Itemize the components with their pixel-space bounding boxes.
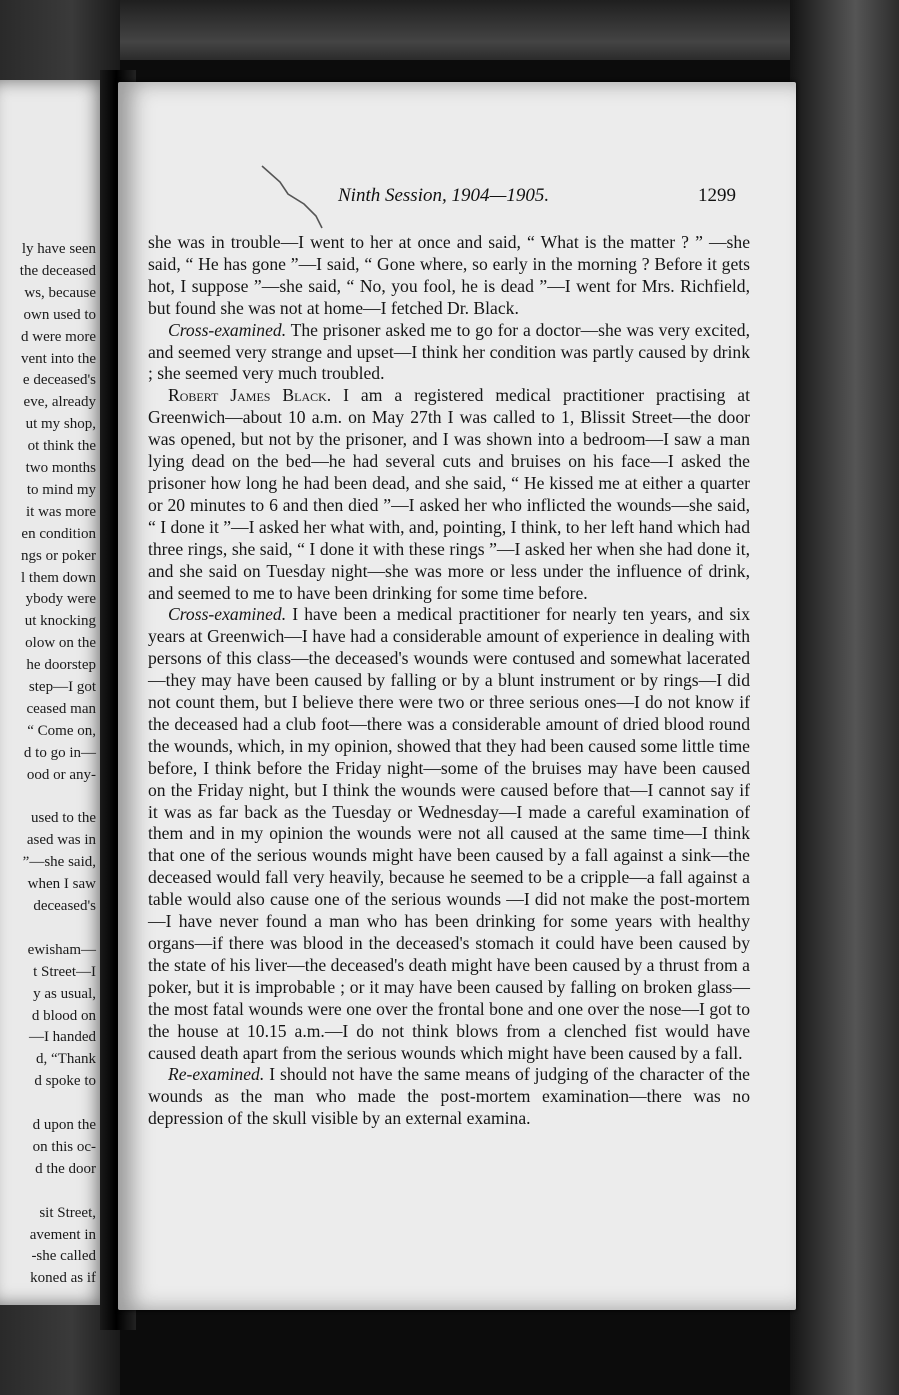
scan-background-right (790, 0, 899, 1395)
facing-page-line: olow on the (25, 635, 96, 652)
body-text (148, 232, 750, 1130)
facing-page-line: d blood on (31, 1007, 96, 1024)
facing-page-line: en condition (21, 525, 96, 542)
facing-page-line: on this oc- (32, 1138, 96, 1155)
facing-page-line: l them down (21, 569, 96, 586)
facing-page-line: ot think the (27, 438, 96, 455)
facing-page-line: —I handed (28, 1029, 96, 1046)
facing-page-line: t Street—I (33, 963, 96, 980)
facing-page-line: used to the (31, 810, 96, 827)
facing-page-line: vent into the (21, 350, 96, 367)
facing-page-line: -she called (31, 1248, 96, 1265)
facing-page-line: d, “Thank (36, 1051, 96, 1068)
facing-page-line: e deceased's (22, 372, 96, 389)
running-head: Ninth Session, 1904—1905. (338, 185, 550, 206)
facing-page-line: ewisham— (27, 941, 96, 958)
page-header (118, 185, 796, 211)
paragraph-re-examined: Re-examined. I should not have the same means of judging of the character of the wounds as the man who made the post-mortem examination—there was no depression of the skull visible by an external examina. (148, 1064, 750, 1129)
facing-page-line: he doorstep (26, 657, 96, 674)
facing-page-line: ceased man (26, 700, 96, 717)
facing-page-line: d the door (35, 1160, 96, 1177)
facing-page-line: ut knocking (24, 613, 96, 630)
facing-page-line: two months (25, 460, 96, 476)
lead-in-label: Cross-examined. (168, 604, 287, 625)
facing-page-line: eve, already (23, 394, 96, 411)
facing-page-line: koned as if (30, 1270, 96, 1287)
facing-page-line: deceased's (33, 898, 96, 914)
facing-page-line: it was more (26, 503, 96, 520)
paragraph-cross-examined-1: Cross-examined. The prisoner asked me to go for a doctor—she was very excited, and seemed very strange and upset—I think her condition was partly caused by drink ; she seemed very much troubled. (148, 319, 750, 384)
paragraph-continuation: she was in trouble—I went to her at once and said, “ What is the matter ? ” —she said, “ He has gone ”—I said, “ Gone where, so early in the morning ? Before it gets hot, I suppose ”—she said, “ No, you fool, he is dead ”—I went for Mrs. Richfield, but found she was not at home—I fetched Dr. Black. (148, 232, 750, 318)
facing-page-line: ”—she said, (22, 854, 96, 871)
facing-page-line: ybody were (25, 591, 96, 608)
facing-page-line: “ Come on, (27, 722, 96, 739)
facing-page-line: to mind my (26, 481, 96, 498)
facing-page-line: when I saw (27, 876, 96, 893)
facing-page-line: ngs or poker (21, 547, 96, 564)
facing-page-line: the deceased (19, 262, 96, 279)
facing-page-line: step—I got (28, 679, 96, 695)
facing-page-line: sit Street, (39, 1204, 96, 1221)
witness-name: Robert James Black. (168, 385, 332, 406)
paragraph-cross-examined-2: Cross-examined. I have been a medical practitioner for nearly ten years, and six years at Greenwich—I have had a considerable amount of experience in dealing with persons of this class—the deceased's wounds were contused and somewhat lacerated—they may have been caused by falling or by a blunt instrument or by rings—I did not count them, but I believe there were two or three serious ones—I do not know if the deceased had a club foot—there was a considerable amount of dried blood round the wounds, which, in my opinion, showed that they had been caused some little time before, I think before the Friday night—some of the bruises may have been caused on the Friday night, but I think the wounds were caused before that—I cannot say if it was as far back as the Tuesday or Wednesday—I made a careful examination of them and in my opinion the wounds were not all caused at the same time—I think that one of the serious wounds might have been caused by a fall against a sink—the deceased would fall very heavily, because he seemed to be a cripple—a fall against a table would also cause one of the serious wounds —I did not make the post-mortem—I have never found a man who has been drinking for some years with healthy organs—if there was blood in the deceased's stomach it could have been caused by the state of his liver—the deceased's death might have been caused by a thrust from a poker, but it is improbable ; or it may have been caused by falling on broken glass—the most fatal wounds were one over the frontal bone and one over the nose—I got to the house at 10.15 a.m.—I do not think blows from a clenched fist would have caused death apart from the serious wounds which might have been caused by a fall. (148, 604, 750, 1063)
facing-page-line: ased was in (26, 832, 96, 849)
paragraph-robert-james-black: Robert James Black. I am a registered medical practitioner practising at Greenwich—about 10 a.m. on May 27th I was called to 1, Blissit Street—the door was opened, but not by the prisoner, and I was shown into a bedroom—I saw a man lying dead on the bed—he had several cuts and bruises on his face—I asked the prisoner how long he had been dead, and she said, “ He kissed me at either a quarter or 20 minutes to 6 and then died ”—I asked her who inflicted the wounds—she said, “ I done it ”—I asked her what with, and, pointing, I think, to her left hand which had three rings, she said, “ I done it with these rings ”—I asked her when she had done it, and she said on Tuesday night—she was more or less under the influence of drink, and seemed to me to have been drinking for some time before. (148, 385, 750, 603)
facing-page-line: d spoke to (34, 1073, 96, 1090)
facing-page-line: d upon the (32, 1117, 96, 1133)
facing-page-line: own used to (23, 306, 96, 323)
facing-page-line: d were more (21, 328, 96, 345)
lead-in-label: Re-examined. (168, 1064, 265, 1085)
book-page (118, 82, 796, 1310)
facing-page-left (0, 80, 108, 1305)
facing-page-line: ood or any- (26, 766, 96, 783)
page-number: 1299 (698, 185, 736, 206)
facing-page-line: avement in (29, 1226, 96, 1243)
scan-background-top (0, 0, 899, 60)
facing-page-line: ly have seen (21, 241, 96, 257)
facing-page-line: ut my shop, (25, 416, 96, 433)
lead-in-label: Cross-examined. (168, 319, 287, 340)
facing-page-line: ws, because (24, 284, 96, 301)
facing-page-line: y as usual, (33, 985, 96, 1002)
facing-page-line: d to go in— (23, 744, 96, 761)
